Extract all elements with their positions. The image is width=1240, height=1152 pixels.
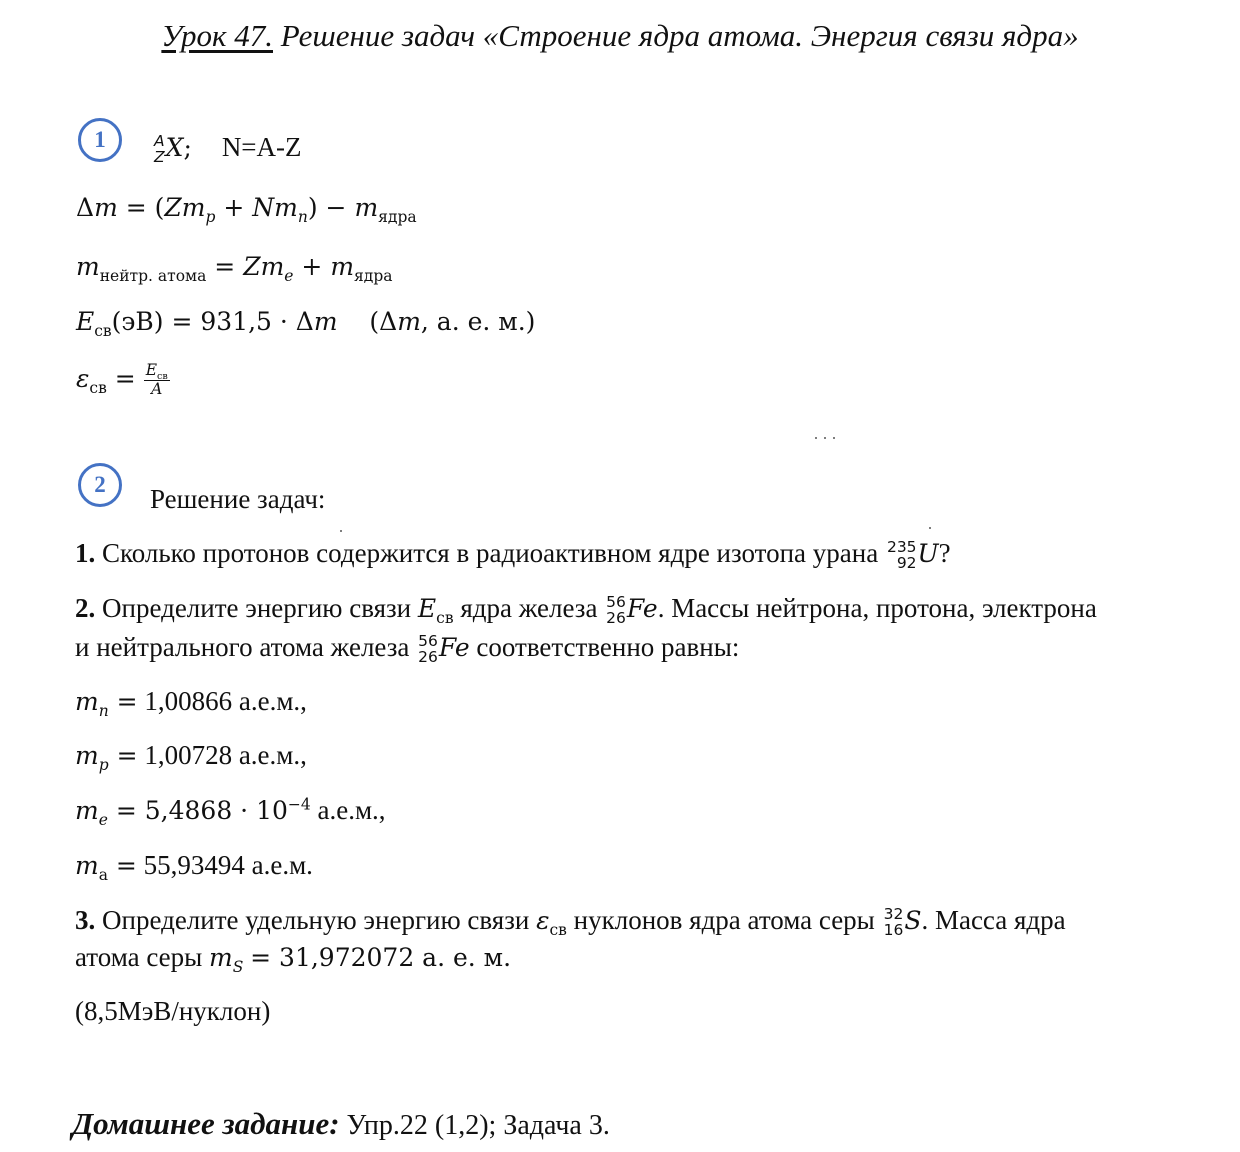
specific-binding-energy-formula: $\varepsilon_{св}$ = $\frac{E_{св}}{A}$: [76, 361, 168, 398]
nuclide-notation: A Z X; N=A-Z: [154, 132, 302, 166]
proton-mass-value: 1,00728 а.е.м.,: [144, 740, 307, 770]
lesson-topic: Решение задач «Строение ядра атома. Энергия связи ядра»: [280, 18, 1079, 53]
binding-energy-formula: $E_{св}(эВ) = 931,5 \cdot \Delta m$ (Δm, а. е. м.): [76, 307, 536, 340]
task-2-line2-b: соответственно равны:: [476, 632, 740, 662]
task-2-text-b: ядра железа: [460, 593, 598, 623]
homework: [72, 1106, 610, 1142]
task-2-line-2: и нейтрального атома железа 56 26 Fe соответственно равны:: [75, 632, 740, 666]
neutron-formula: N=A-Z: [221, 132, 302, 162]
task-3-text-c: . Масса ядра: [921, 905, 1066, 935]
neutron-mass: $m_n = 1,00866$ а.е.м.,: [75, 686, 307, 720]
neutron-mass-value: 1,00866 а.е.м.,: [144, 686, 307, 716]
task-2-text-c: . Массы нейтрона, протона, электрона: [657, 593, 1097, 623]
task-3-text-b: нуклонов ядра атома серы: [573, 905, 875, 935]
task-2-line-1: 2. Определите энергию связи $E_{св}$ ядра железа 56 26 Fe. Массы нейтрона, протона, электрона: [75, 593, 1097, 627]
electron-mass-unit: а.е.м.,: [317, 795, 386, 825]
atom-mass: $m_а = 55,93494$ а.е.м.: [75, 850, 313, 884]
task-3-line-1: 3. Определите удельную энергию связи $\varepsilon_{св}$ нуклонов ядра атома серы 32 16 S. Масса ядра: [75, 905, 1066, 939]
section-marker-1: 1: [78, 118, 122, 162]
proton-mass: $m_p = 1,00728$ а.е.м.,: [75, 740, 307, 774]
task-3-line2-text: атома серы: [75, 942, 203, 972]
task-2-text-a: Определите энергию связи: [102, 593, 412, 623]
homework-label: Домашнее задание:: [72, 1106, 340, 1141]
task-2-number: 2.: [75, 593, 96, 623]
task-1: 1. Сколько протонов содержится в радиоактивном ядре изотопа урана 235 92 U?: [75, 538, 951, 572]
atom-mass-value: 55,93494 а.е.м.: [143, 850, 313, 880]
neutral-atom-mass-formula: $m_{нейтр. атома} = Zm_e + m_{ядра}$: [76, 252, 393, 285]
task-3-answer: (8,5МэВ/нуклон): [75, 996, 271, 1026]
homework-text: Упр.22 (1,2); Задача 3.: [346, 1110, 610, 1141]
task-3-line-2: атома серы $m_S = 31,972072$ а. е. м.: [75, 942, 512, 976]
task-1-text: Сколько протонов содержится в радиоактивном ядре изотопа урана: [102, 538, 879, 568]
sulfur-mass-value: = 31,972072 а. е. м.: [250, 943, 512, 972]
task-3-number: 3.: [75, 905, 96, 935]
section-heading: Решение задач:: [150, 484, 326, 514]
task-2-line2-a: и нейтрального атома железа: [75, 632, 410, 662]
task-1-number: 1.: [75, 538, 96, 568]
task-3-text-a: Определите удельную энергию связи: [102, 905, 530, 935]
section-marker-2: 2: [78, 463, 122, 507]
page-title: [0, 18, 1240, 54]
electron-mass: $m_e = 5,4868 \cdot 10^{-4}$ а.е.м.,: [75, 795, 386, 829]
lesson-number: Урок 47.: [161, 18, 273, 53]
mass-defect-formula: $\Delta m = (Zm_p + Nm_n) - m_{ядра}$: [76, 193, 417, 226]
